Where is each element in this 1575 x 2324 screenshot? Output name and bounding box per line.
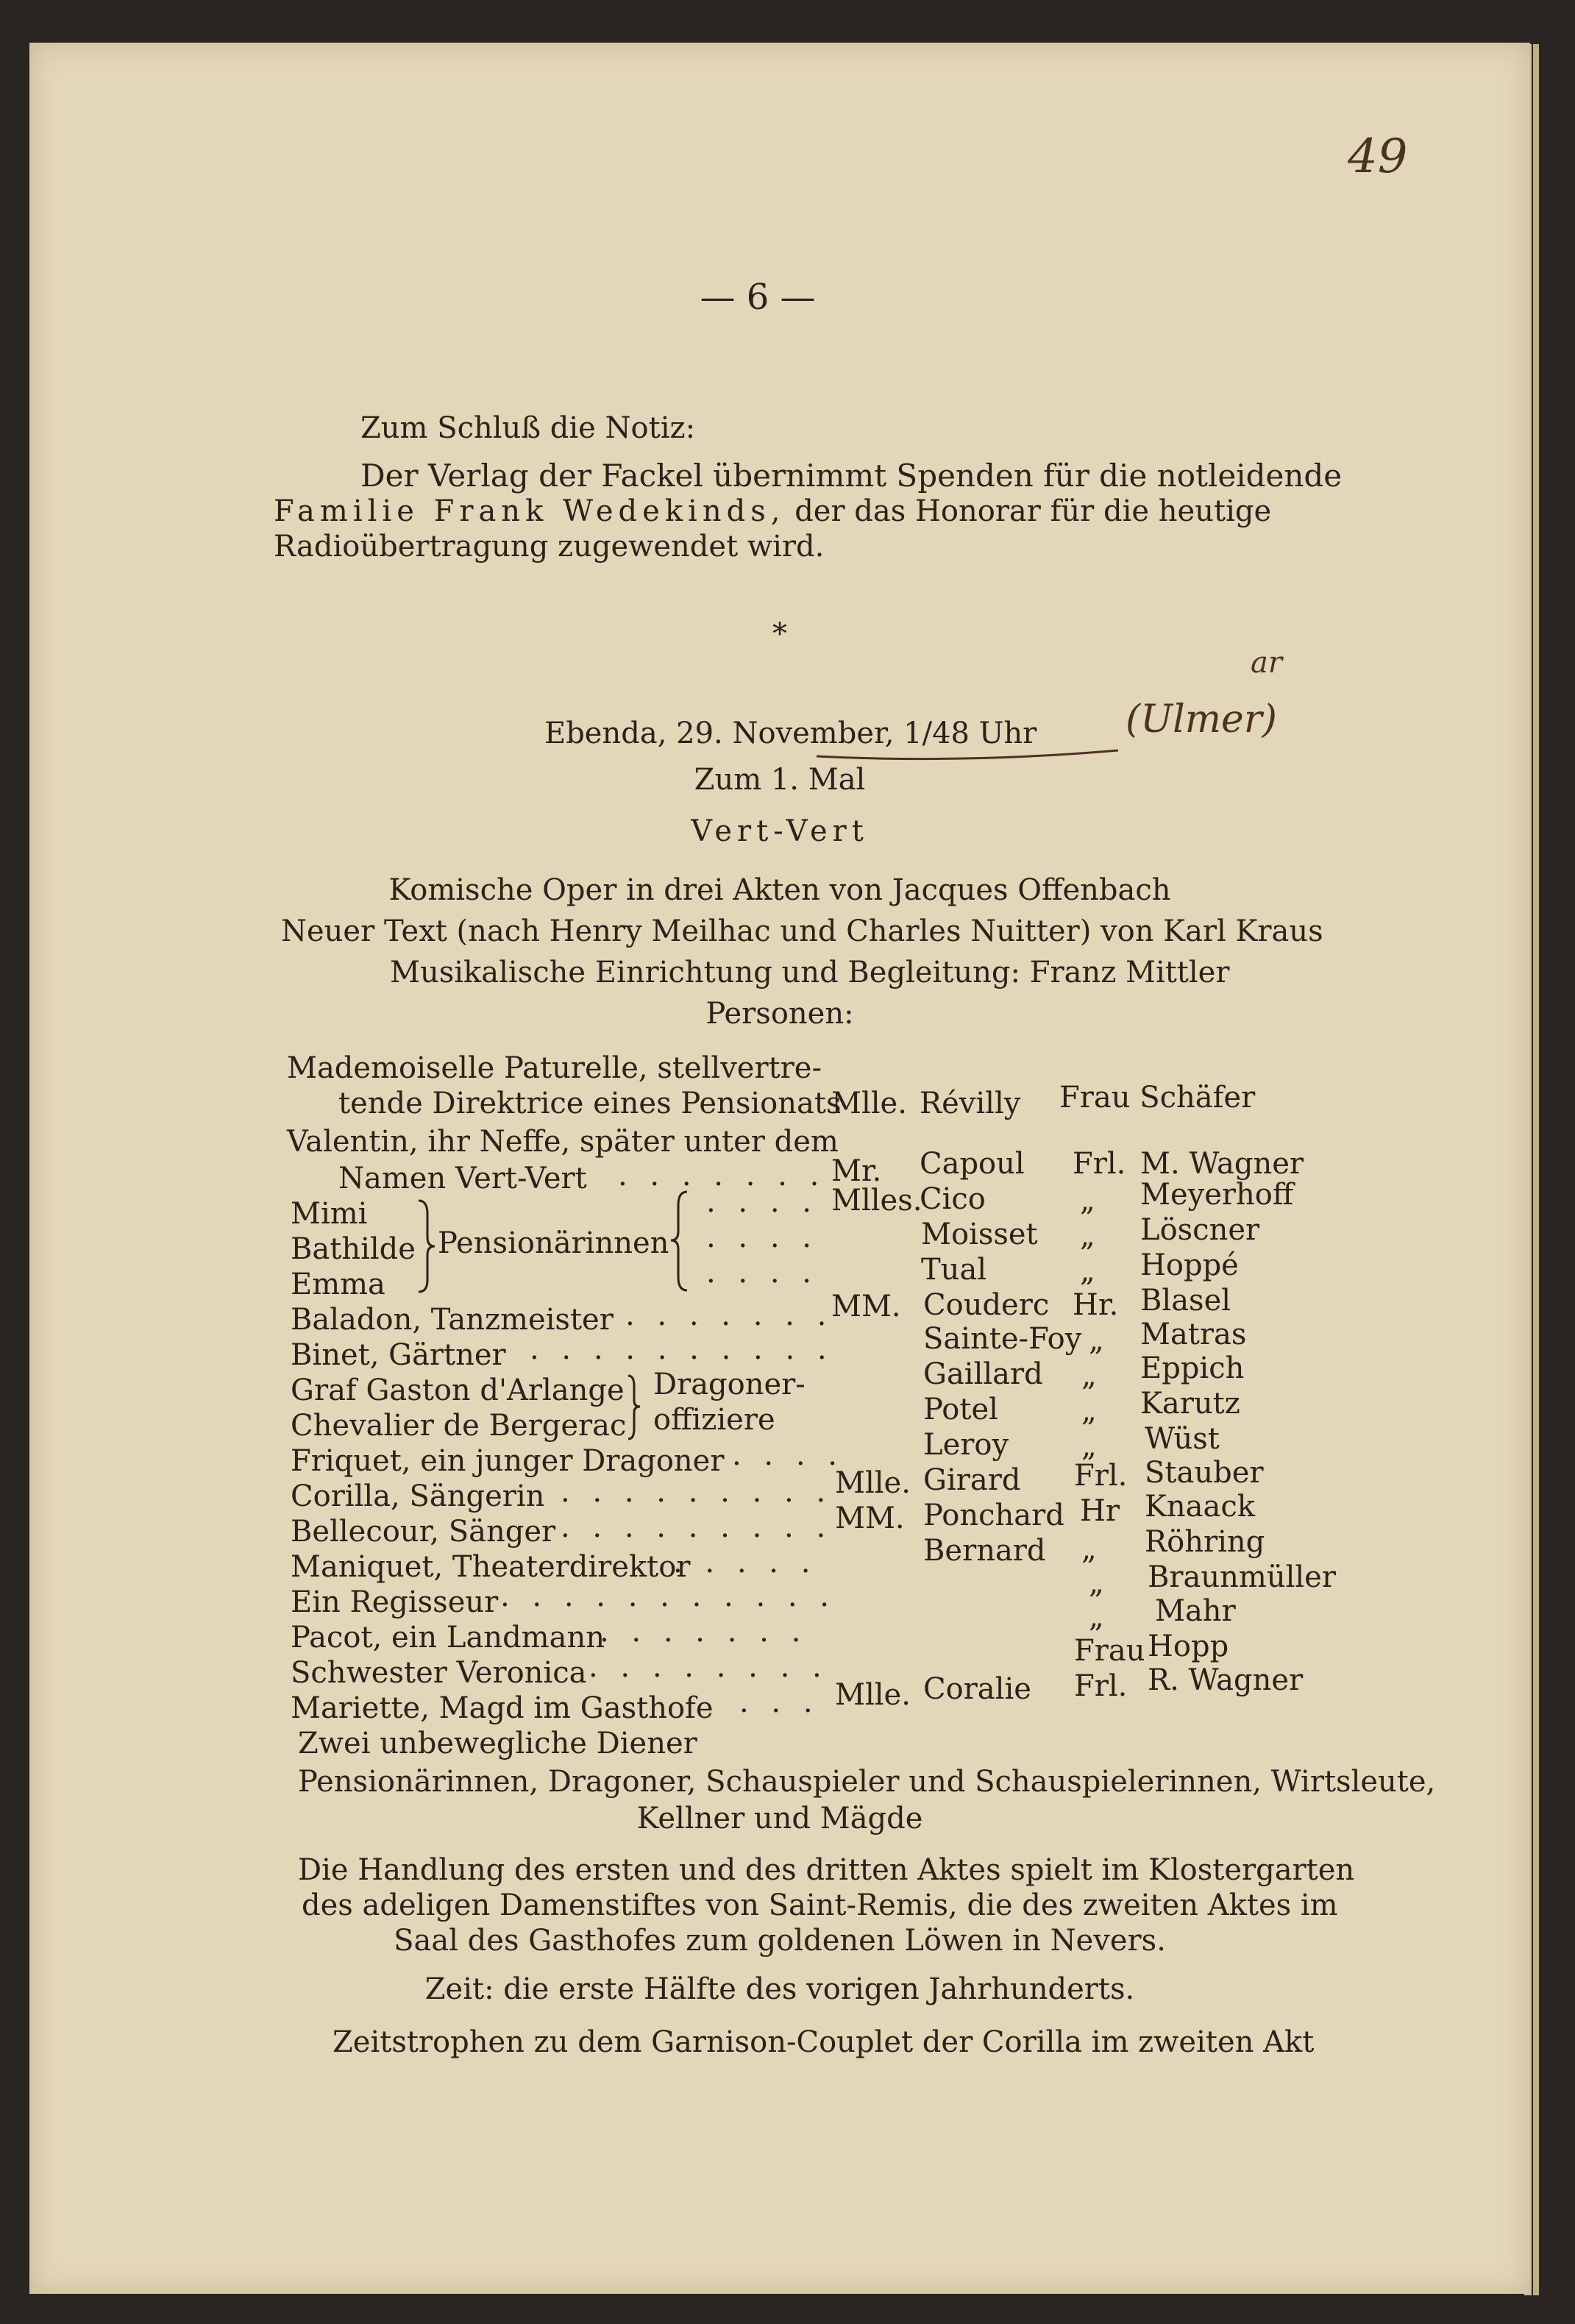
setting-line-1: Die Handlung des ersten und des dritten Aktes spielt im Klostergarten (298, 1853, 1355, 1887)
cast-binet: Binet, Gärtner (291, 1338, 506, 1372)
cast-ditto-3: „ (1080, 1254, 1095, 1288)
cast-baladon-dots: . . . . . . . (625, 1298, 833, 1332)
cast-ditto-4: „ (1089, 1323, 1104, 1357)
cast-hoppe: Hoppé (1140, 1248, 1239, 1282)
cast-paturelle-actor: Frau Schäfer (1059, 1081, 1256, 1115)
cast-frl-3: Frl. (1074, 1669, 1128, 1703)
handwritten-note: (Ulmer) (1126, 697, 1277, 742)
cast-regisseur-dots: . . . . . . . . . . . (500, 1579, 836, 1613)
cast-ditto-9: „ (1089, 1566, 1104, 1600)
opera-subtitle: Komische Oper in drei Akten von Jacques Offenbach (388, 873, 1171, 907)
ensemble-line-1: Pensionärinnen, Dragoner, Schauspieler und Schauspielerinnen, Wirtsleute, (298, 1765, 1436, 1799)
page-edge-2 (1533, 44, 1539, 2295)
premiere-note: Zum 1. Mal (694, 763, 866, 797)
cast-mariette: Mariette, Magd im Gasthofe (291, 1691, 714, 1725)
time-line: Zeit: die erste Hälfte des vorigen Jahrhunderts. (424, 1972, 1135, 2006)
cast-knaack: Knaack (1145, 1490, 1255, 1524)
notice-line-2 (274, 494, 1271, 529)
cast-blasel: Blasel (1140, 1284, 1231, 1318)
cast-bathilde: Bathilde (291, 1232, 416, 1266)
cast-chevalier: Chevalier de Bergerac (291, 1409, 627, 1443)
cast-bernard: Bernard (923, 1534, 1046, 1568)
cast-bellecour: Bellecour, Sänger (291, 1515, 556, 1549)
cast-hr: Hr. (1073, 1288, 1119, 1322)
notice-line-3: Radioübertragung zugewendet wird. (274, 530, 825, 564)
cast-binet-dots: . . . . . . . . . . (530, 1332, 833, 1366)
notice-line-1: Der Verlag der Fackel übernimmt Spenden für die notleidende (360, 458, 1343, 494)
cast-ditto-8: „ (1081, 1532, 1097, 1566)
opera-title: Vert-Vert (691, 814, 869, 848)
cast-stauber: Stauber (1145, 1456, 1264, 1490)
cast-mlle-3: Mlle. (835, 1678, 911, 1712)
cast-mlle-2: Mlle. (835, 1466, 911, 1500)
cast-graf: Graf Gaston d'Arlange (291, 1374, 625, 1407)
cast-regisseur: Ein Regisseur (291, 1585, 499, 1619)
cast-paturelle-title: Mlle. (831, 1087, 907, 1120)
cast-moisset: Moisset (921, 1218, 1038, 1251)
brace-left (416, 1199, 438, 1295)
cast-tual: Tual (921, 1253, 987, 1287)
cast-valentin-a: Valentin, ihr Neffe, später unter dem (287, 1125, 839, 1159)
cast-pension-group: Pensionärinnen (438, 1226, 669, 1260)
cast-ditto-7: „ (1081, 1429, 1097, 1463)
cast-pacot: Pacot, ein Landmann (291, 1621, 605, 1655)
setting-line-3: Saal des Gasthofes zum goldenen Löwen in Nevers. (394, 1924, 1166, 1958)
cast-diener: Zwei unbewegliche Diener (298, 1727, 697, 1760)
cast-mahr: Mahr (1155, 1594, 1236, 1628)
cast-braunmueller: Braunmüller (1148, 1560, 1336, 1594)
cast-hr-2: Hr (1080, 1494, 1120, 1528)
cast-leroy: Leroy (923, 1428, 1009, 1462)
cast-mm-2: MM. (835, 1502, 905, 1535)
cast-loescner: Löscner (1140, 1213, 1260, 1247)
cast-hopp: Hopp (1148, 1630, 1229, 1663)
date-line: Ebenda, 29. November, 1/48 Uhr (544, 717, 1037, 750)
cast-potel: Potel (923, 1393, 998, 1426)
cast-paturelle-orig: Révilly (920, 1087, 1021, 1120)
notice-line-2-rest: der das Honorar für die heutige (794, 494, 1272, 528)
cast-maniquet: Maniquet, Theaterdirektor (291, 1550, 691, 1584)
cast-bellecour-dots: . . . . . . . . . (561, 1510, 833, 1544)
music-credit: Musikalische Einrichtung und Begleitung: Franz Mittler (390, 956, 1230, 989)
cast-valentin-dots: . . . . . . . (618, 1159, 826, 1193)
cast-ponchard: Ponchard (923, 1499, 1064, 1532)
cast-emma: Emma (291, 1268, 385, 1301)
cast-roehring: Röhring (1145, 1525, 1265, 1559)
cast-cico: Cico (920, 1182, 986, 1216)
brace-right (668, 1190, 690, 1293)
cast-paturelle-a: Mademoiselle Paturelle, stellvertre- (287, 1051, 822, 1085)
cast-mimi: Mimi (291, 1197, 368, 1231)
persons-heading: Personen: (705, 997, 854, 1031)
text-credit: Neuer Text (nach Henry Meilhac und Charles Nuitter) von Karl Kraus (281, 914, 1323, 948)
notice-heading: Zum Schluß die Notiz: (360, 411, 696, 445)
cast-saintefoy: Sainte-Foy (923, 1322, 1082, 1356)
cast-veronica: Schwester Veronica (291, 1656, 587, 1690)
cast-paturelle-b: tende Direktrice eines Pensionats (338, 1087, 842, 1120)
cast-valentin-actor: M. Wagner (1140, 1147, 1304, 1181)
document-page (29, 43, 1530, 2294)
cast-ditto-2: „ (1080, 1219, 1095, 1253)
cast-corilla: Corilla, Sängerin (291, 1479, 545, 1513)
cast-baladon: Baladon, Tanzmeister (291, 1303, 614, 1337)
cast-valentin-b: Namen Vert-Vert (338, 1162, 587, 1195)
cast-mariette-dots: . . . (739, 1685, 820, 1719)
cast-gaillard: Gaillard (923, 1357, 1043, 1391)
cast-mm-title: MM. (831, 1290, 901, 1323)
cast-valentin-orig: Capoul (920, 1147, 1025, 1181)
page-number: — 6 — (700, 277, 816, 318)
cast-ditto-6: „ (1081, 1394, 1097, 1428)
cast-valentin-pre: Frl. (1073, 1147, 1126, 1181)
cast-frau-2: Frau (1074, 1634, 1145, 1668)
cast-wuest: Wüst (1145, 1422, 1220, 1456)
cast-pacot-dots: . . . . . . . (600, 1615, 808, 1649)
cast-coralie: Coralie (923, 1672, 1031, 1706)
brace-dragoner (625, 1374, 643, 1440)
cast-ditto-5: „ (1081, 1359, 1097, 1393)
cast-friquet-dots: . . . . (732, 1438, 845, 1472)
cast-corilla-dots: . . . . . . . . . (561, 1475, 833, 1509)
cast-matras: Matras (1140, 1318, 1247, 1351)
cast-maniquet-dots: . . . . . (673, 1546, 817, 1579)
setting-line-2: des adeligen Damenstiftes von Saint-Remis, die des zweiten Aktes im (302, 1888, 1338, 1922)
ensemble-line-2: Kellner und Mägde (636, 1802, 923, 1836)
final-line: Zeitstrophen zu dem Garnison-Couplet der Corilla im zweiten Akt (333, 2025, 1315, 2059)
folio-number: 49 (1348, 129, 1408, 184)
cast-pension-dots: . . . . . . . . . . . . (706, 1185, 819, 1290)
cast-mlles-title: Mlles. (831, 1184, 922, 1218)
cast-girard: Girard (923, 1463, 1021, 1497)
cast-meyerhoff: Meyerhoff (1140, 1178, 1294, 1212)
cast-ditto-10: „ (1089, 1600, 1104, 1634)
notice-spaced-name: Familie Frank Wedekinds, (274, 494, 786, 528)
separator-asterisk: * (772, 617, 787, 651)
cast-ditto-1: „ (1080, 1184, 1095, 1218)
cast-frl-2: Frl. (1074, 1459, 1128, 1493)
cast-rwagner: R. Wagner (1148, 1663, 1304, 1697)
cast-karutz: Karutz (1140, 1387, 1240, 1421)
cast-veronica-dots: . . . . . . . . (589, 1650, 828, 1684)
handwritten-small-note: ar (1251, 646, 1282, 680)
cast-dragoner-2: offiziere (653, 1403, 775, 1437)
cast-dragoner-1: Dragoner- (653, 1368, 806, 1401)
cast-friquet: Friquet, ein junger Dragoner (291, 1444, 725, 1478)
cast-couderc: Couderc (923, 1288, 1050, 1322)
cast-eppich: Eppich (1140, 1351, 1245, 1385)
cast-valentin-title: Mr. (831, 1154, 882, 1188)
